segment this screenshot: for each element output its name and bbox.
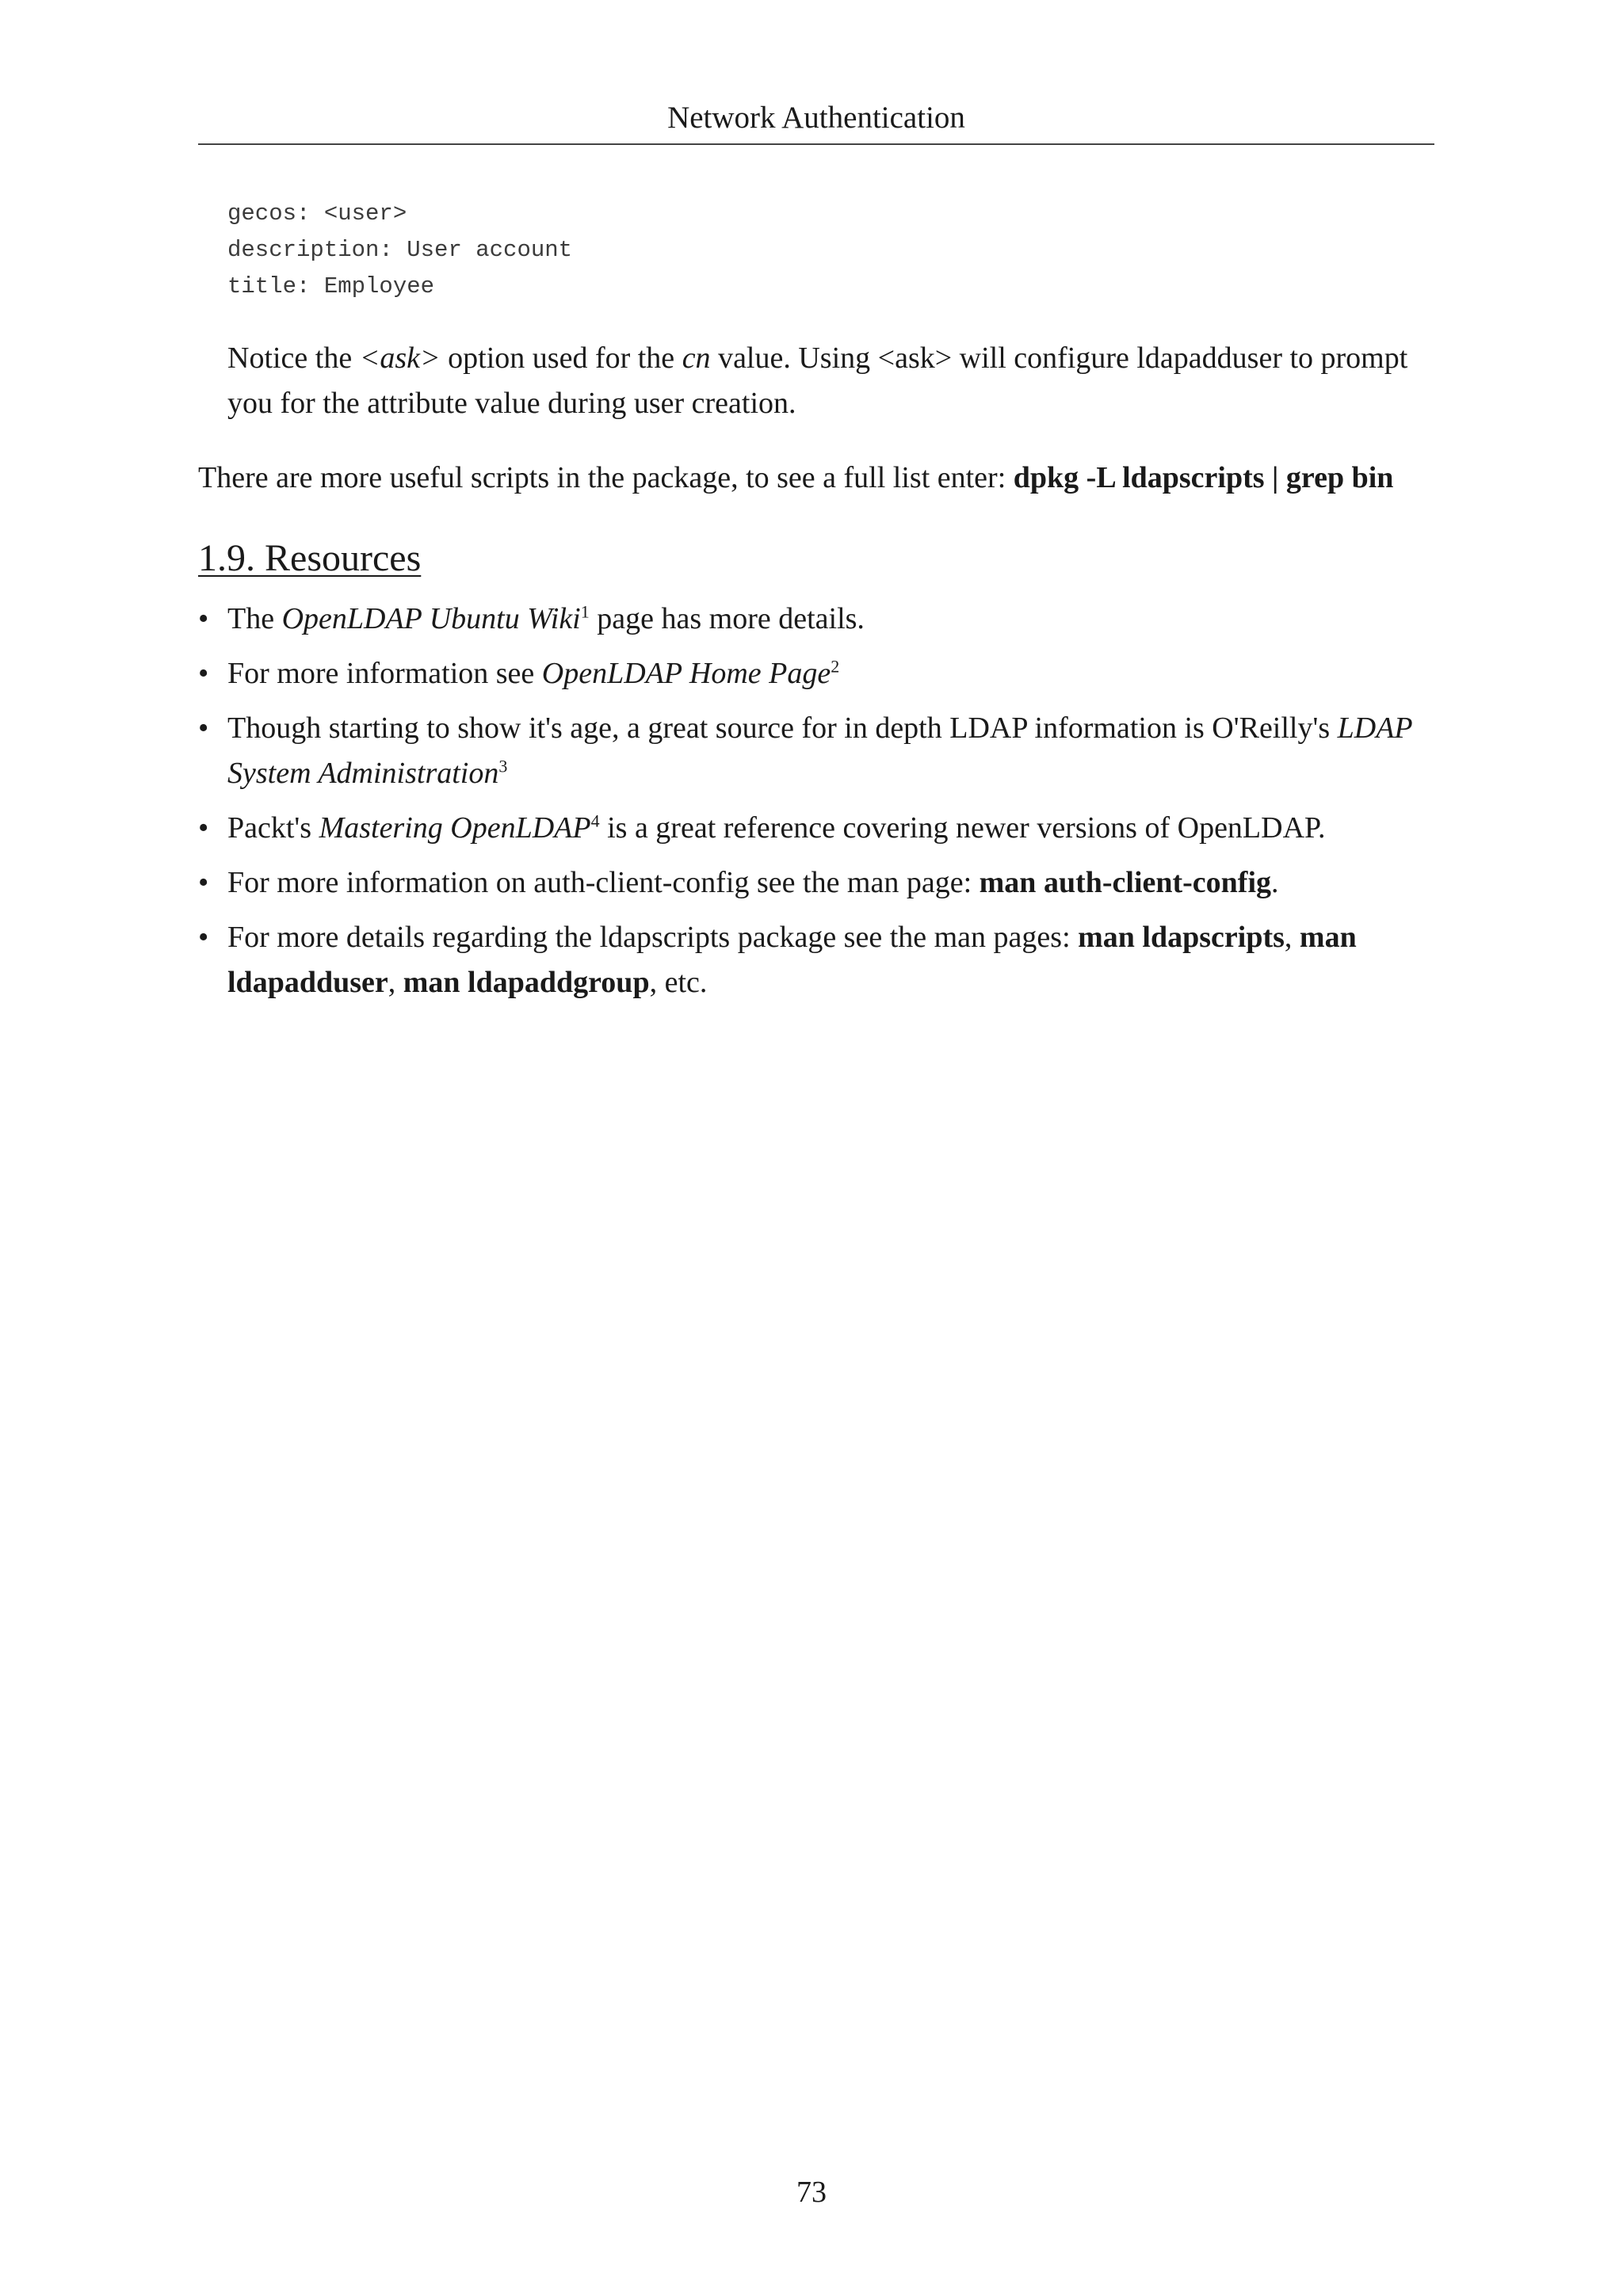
man-command: man auth-client-config: [979, 866, 1272, 899]
scripts-text: There are more useful scripts in the package, to see a full list enter:: [198, 461, 1014, 494]
item-text: ,: [1284, 921, 1300, 954]
item-text: Though starting to show it's age, a great source for in depth LDAP information is O'Reilly's: [227, 711, 1338, 745]
item-text: For more details regarding the ldapscripts package see the man pages:: [227, 921, 1079, 954]
running-header: Network Authentication: [667, 101, 965, 135]
header-rule: [198, 143, 1434, 145]
openldap-ubuntu-wiki-link[interactable]: OpenLDAP Ubuntu Wiki: [281, 602, 581, 635]
openldap-home-page-link[interactable]: OpenLDAP Home Page: [541, 657, 831, 690]
notice-text: value. Using <ask> will configure ldapadduser to prompt you for the attribute value during user creation.: [227, 341, 1408, 420]
page-number: 73: [796, 2176, 827, 2209]
resources-list: [198, 597, 1450, 1015]
item-text: , etc.: [649, 966, 708, 999]
list-item: [198, 806, 1450, 851]
man-command: man ldapaddgroup: [403, 966, 650, 999]
list-item: [198, 706, 1450, 796]
item-text: page has more details.: [589, 602, 865, 635]
ldap-system-administration-link[interactable]: LDAP System Administration: [227, 711, 1412, 790]
bullet: •: [198, 866, 209, 899]
item-text: ,: [388, 966, 403, 999]
list-item: [198, 915, 1450, 1005]
code-line: gecos: <user>: [227, 200, 407, 227]
man-command: man ldapscripts: [1078, 921, 1285, 954]
code-line: title: Employee: [227, 273, 435, 299]
section-heading: 1.9. Resources: [198, 537, 422, 579]
bullet: •: [198, 811, 209, 845]
scripts-command: dpkg -L ldapscripts | grep bin: [1013, 461, 1394, 494]
bullet: •: [198, 657, 209, 690]
notice-text: Notice the: [227, 341, 360, 375]
notice-paragraph: [227, 336, 1448, 426]
bullet: •: [198, 921, 209, 954]
item-text: For more information see: [227, 657, 542, 690]
code-block: [227, 196, 572, 305]
footnote-marker: 3: [498, 756, 508, 776]
item-text: .: [1271, 866, 1279, 899]
item-text: The: [227, 602, 282, 635]
list-item: [198, 597, 1450, 642]
notice-text: option used for the: [440, 341, 682, 375]
code-line: description: User account: [227, 237, 573, 263]
list-item: [198, 860, 1450, 906]
bullet: •: [198, 711, 209, 745]
footnote-marker: 2: [831, 656, 840, 677]
scripts-paragraph: [198, 456, 1450, 501]
bullet: •: [198, 602, 209, 635]
item-text: Packt's: [227, 811, 319, 845]
mastering-openldap-link[interactable]: Mastering OpenLDAP: [319, 811, 591, 845]
notice-ask-emphasis: <ask>: [359, 341, 441, 375]
notice-cn-emphasis: cn: [682, 341, 711, 375]
list-item: [198, 651, 1450, 696]
man-command: man ldapadduser: [227, 921, 1357, 999]
item-text: For more information on auth-client-config see the man page:: [227, 866, 980, 899]
footnote-marker: 1: [580, 601, 590, 622]
item-text: is a great reference covering newer versions of OpenLDAP.: [599, 811, 1326, 845]
footnote-marker: 4: [590, 810, 600, 831]
